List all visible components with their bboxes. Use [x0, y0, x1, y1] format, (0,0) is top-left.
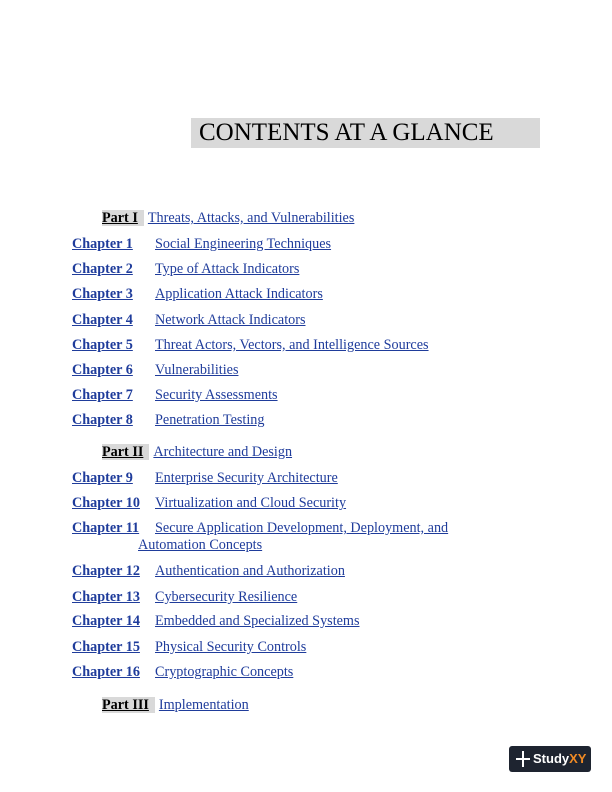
chapter-label[interactable]: Chapter 8 [72, 412, 133, 428]
chapter-title[interactable]: Virtualization and Cloud Security [155, 495, 347, 511]
badge-brand-accent: XY [569, 751, 587, 766]
chapter-label[interactable]: Chapter 13 [72, 589, 140, 605]
chapter-label[interactable]: Chapter 16 [72, 664, 140, 680]
chapter-label[interactable]: Chapter 4 [72, 312, 133, 328]
chapter-title[interactable]: Security Assessments [155, 387, 278, 403]
chapter-title[interactable]: Penetration Testing [155, 412, 265, 428]
chapter-label[interactable]: Chapter 5 [72, 337, 133, 353]
chapter-title[interactable]: Social Engineering Techniques [155, 236, 332, 252]
plus-icon [516, 751, 530, 767]
chapter-title[interactable]: Application Attack Indicators [155, 286, 323, 302]
chapter-label[interactable]: Chapter 2 [72, 261, 133, 277]
chapter-title[interactable]: Secure Application Development, Deployment, and [155, 520, 449, 536]
part-title[interactable]: Implementation [158, 697, 249, 713]
chapter-label[interactable]: Chapter 3 [72, 286, 133, 302]
part-title[interactable]: Architecture and Design [153, 444, 293, 460]
chapter-title[interactable]: Cybersecurity Resilience [155, 589, 298, 605]
chapter-title[interactable]: Authentication and Authorization [155, 563, 345, 579]
chapter-label[interactable]: Chapter 6 [72, 362, 133, 378]
part-entry-2[interactable] [102, 444, 292, 461]
badge-brand-text: Study [533, 751, 570, 766]
chapter-title[interactable]: Network Attack Indicators [155, 312, 306, 328]
part-label[interactable]: Part III [102, 697, 155, 713]
chapter-title[interactable]: Vulnerabilities [155, 362, 239, 378]
part-entry-1[interactable] [102, 210, 354, 227]
chapter-label[interactable]: Chapter 10 [72, 495, 140, 511]
chapter-title[interactable]: Type of Attack Indicators [155, 261, 300, 277]
chapter-title[interactable]: Enterprise Security Architecture [155, 470, 338, 486]
page-title: CONTENTS AT A GLANCE [191, 118, 540, 148]
chapter-title[interactable]: Threat Actors, Vectors, and Intelligence Sources [155, 337, 429, 353]
part-label[interactable]: Part I [102, 210, 144, 226]
chapter-label[interactable]: Chapter 14 [72, 613, 140, 629]
chapter-title-continued[interactable]: Automation Concepts [138, 537, 263, 553]
chapter-title[interactable]: Cryptographic Concepts [155, 664, 294, 680]
chapter-label[interactable]: Chapter 12 [72, 563, 140, 579]
chapter-label[interactable]: Chapter 7 [72, 387, 133, 403]
studyxy-badge[interactable] [509, 746, 591, 772]
chapter-label[interactable]: Chapter 1 [72, 236, 133, 252]
chapter-title[interactable]: Physical Security Controls [155, 639, 307, 655]
part-entry-3[interactable] [102, 697, 249, 714]
part-label[interactable]: Part II [102, 444, 149, 460]
chapter-label[interactable]: Chapter 15 [72, 639, 140, 655]
chapter-label[interactable]: Chapter 11 [72, 520, 140, 536]
chapter-label[interactable]: Chapter 9 [72, 470, 133, 486]
chapter-title[interactable]: Embedded and Specialized Systems [155, 613, 360, 629]
part-title[interactable]: Threats, Attacks, and Vulnerabilities [147, 210, 355, 226]
